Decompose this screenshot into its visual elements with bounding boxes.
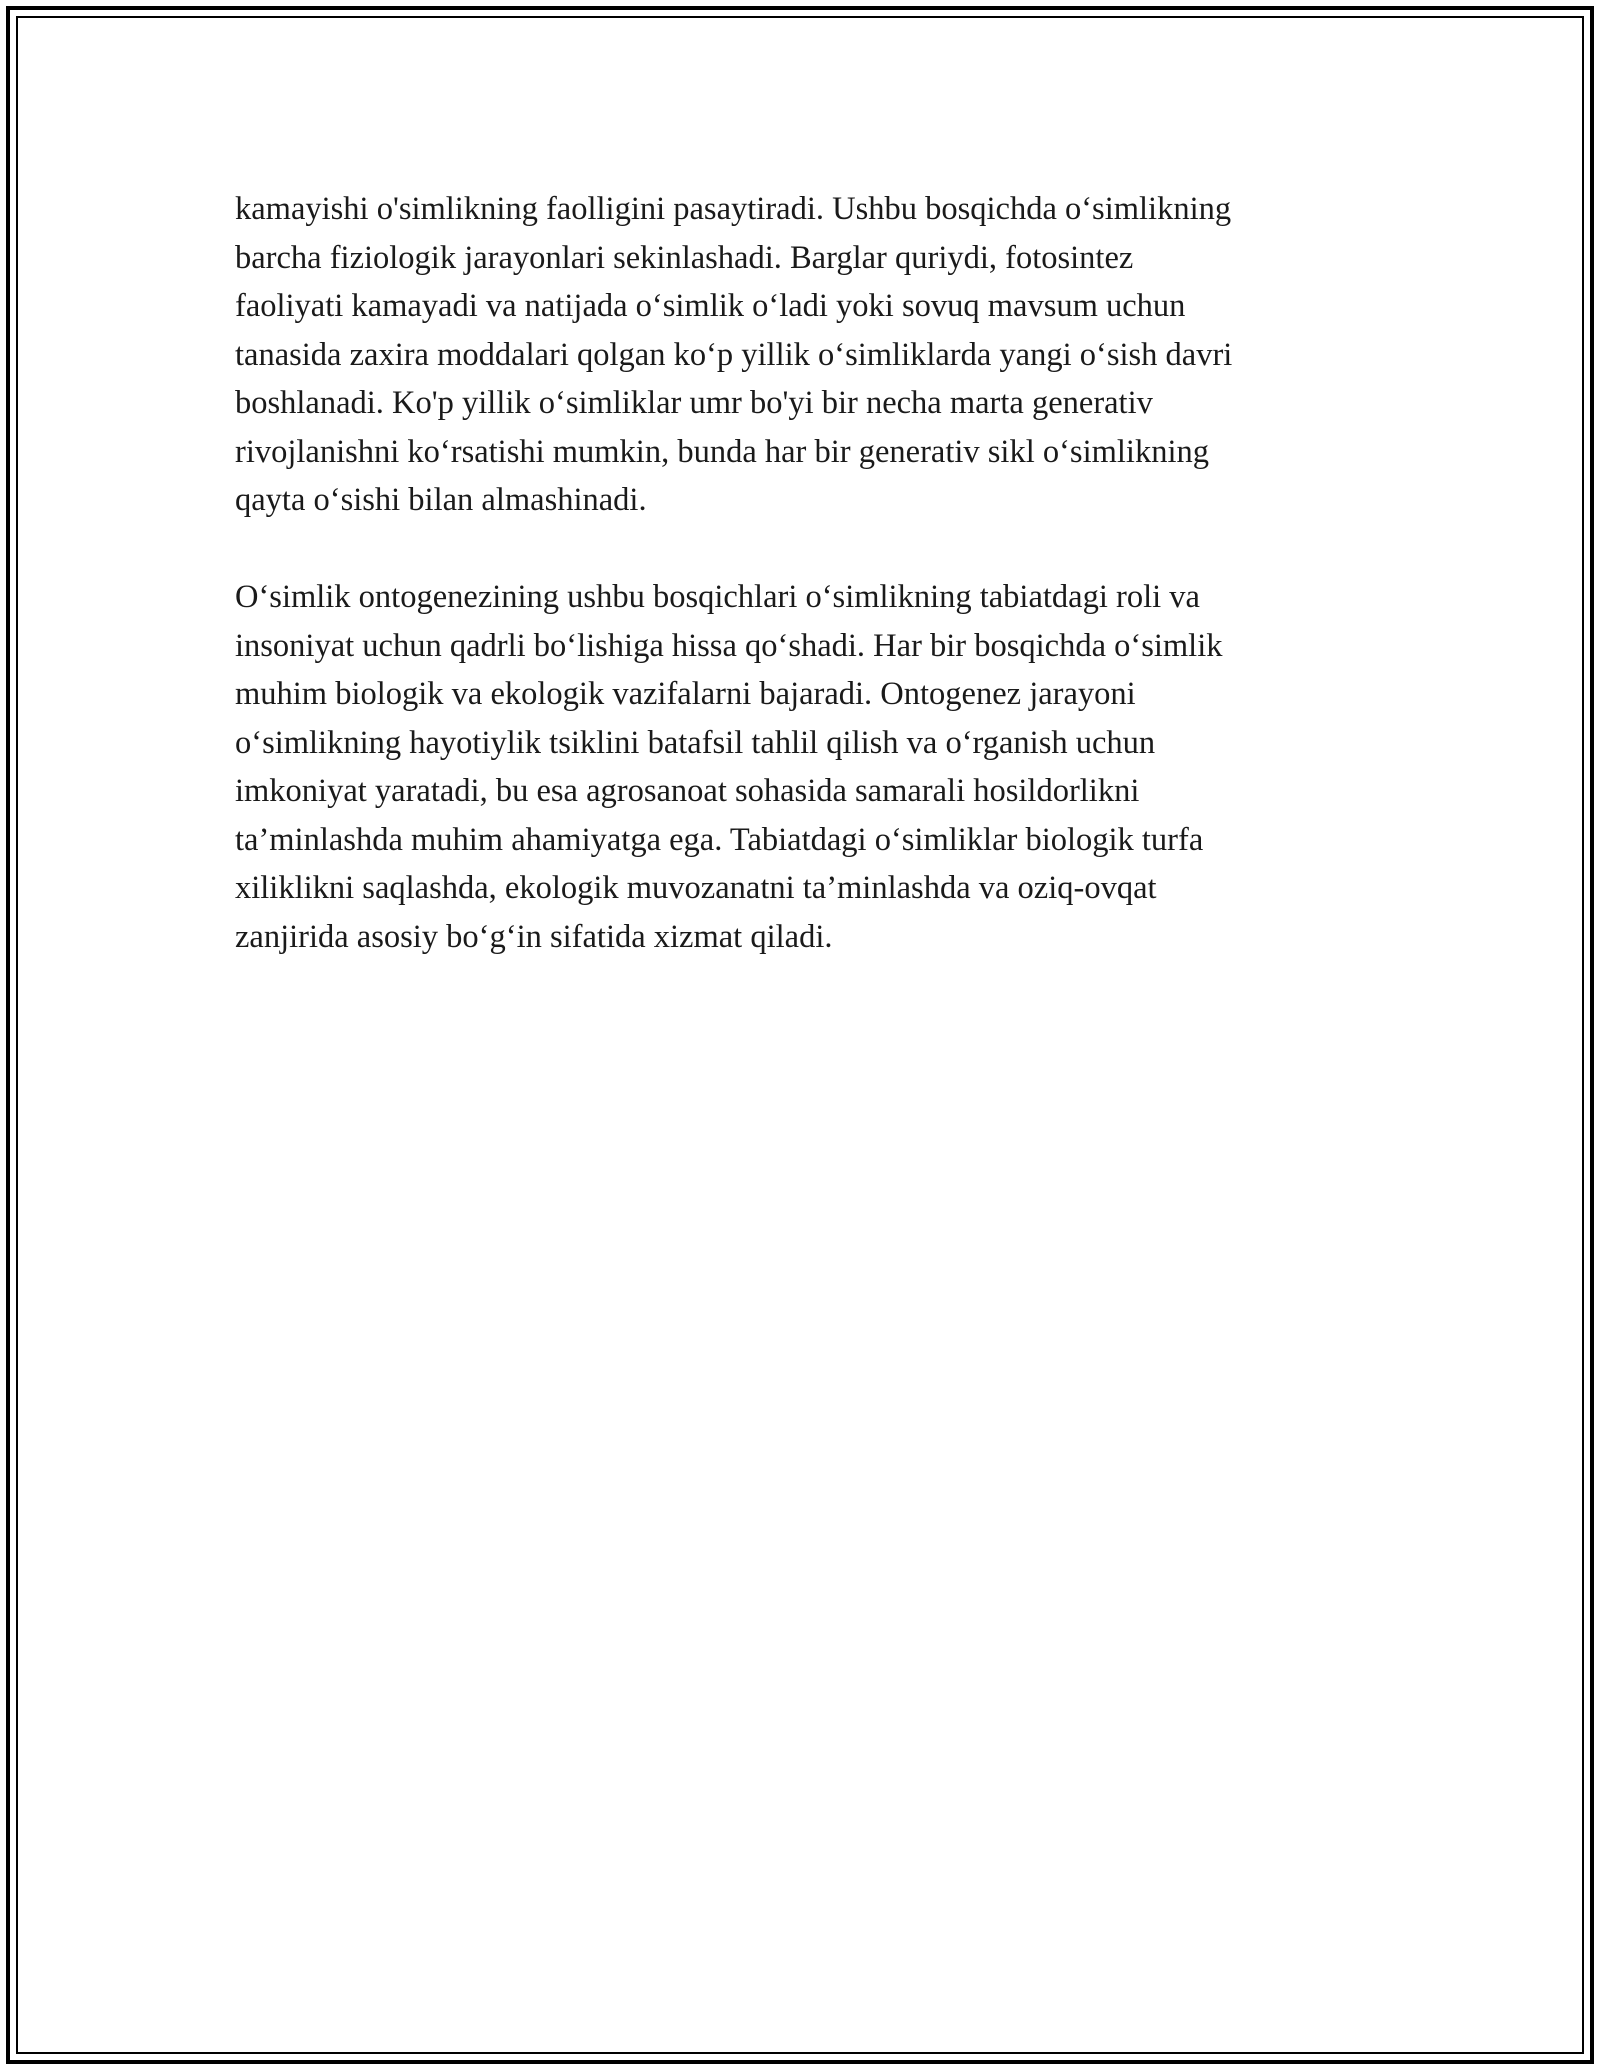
text-line: O‘simlik ontogenezining ushbu bosqichlari o‘simlikning tabiatdagi roli va [235, 579, 1200, 615]
text-line: rivojlanishni ko‘rsatishi mumkin, bunda har bir generativ sikl o‘simlikning [235, 433, 1209, 470]
text-line: kamayishi o'simlikning faolligini pasaytiradi. Ushbu bosqichda o‘simlikning [235, 191, 1232, 227]
text-line: barcha fiziologik jarayonlari sekinlashadi. Barglar quriydi, fotosintez [235, 239, 1134, 276]
text-line: o‘simlikning hayotiylik tsiklini batafsil tahlil qilish va o‘rganish uchun [235, 724, 1156, 761]
paragraph [235, 573, 1365, 961]
text-line: faoliyati kamayadi va natijada o‘simlik o‘ladi yoki sovuq mavsum uchun [235, 288, 1186, 324]
text-line: muhim biologik va ekologik vazifalarni bajaradi. Ontogenez jarayoni [235, 676, 1136, 712]
document-body [235, 185, 1365, 1010]
text-line: boshlanadi. Ko'p yillik o‘simliklar umr bo'yi bir necha marta generativ [235, 385, 1153, 421]
text-line: imkoniyat yaratadi, bu esa agrosanoat sohasida samarali hosildorlikni [235, 773, 1140, 809]
text-line: insoniyat uchun qadrli bo‘lishiga hissa qo‘shadi. Har bir bosqichda o‘simlik [235, 627, 1223, 664]
text-line: ta’minlashda muhim ahamiyatga ega. Tabiatdagi o‘simliklar biologik turfa [235, 821, 1204, 858]
paragraph [235, 185, 1365, 525]
text-line: qayta o‘sishi bilan almashinadi. [235, 482, 647, 518]
text-line: tanasida zaxira moddalari qolgan ko‘p yillik o‘simliklarda yangi o‘sish davri [235, 336, 1233, 373]
text-line: zanjirida asosiy bo‘g‘in sifatida xizmat qiladi. [235, 918, 833, 955]
text-line: xiliklikni saqlashda, ekologik muvozanatni ta’minlashda va oziq-ovqat [235, 870, 1157, 906]
